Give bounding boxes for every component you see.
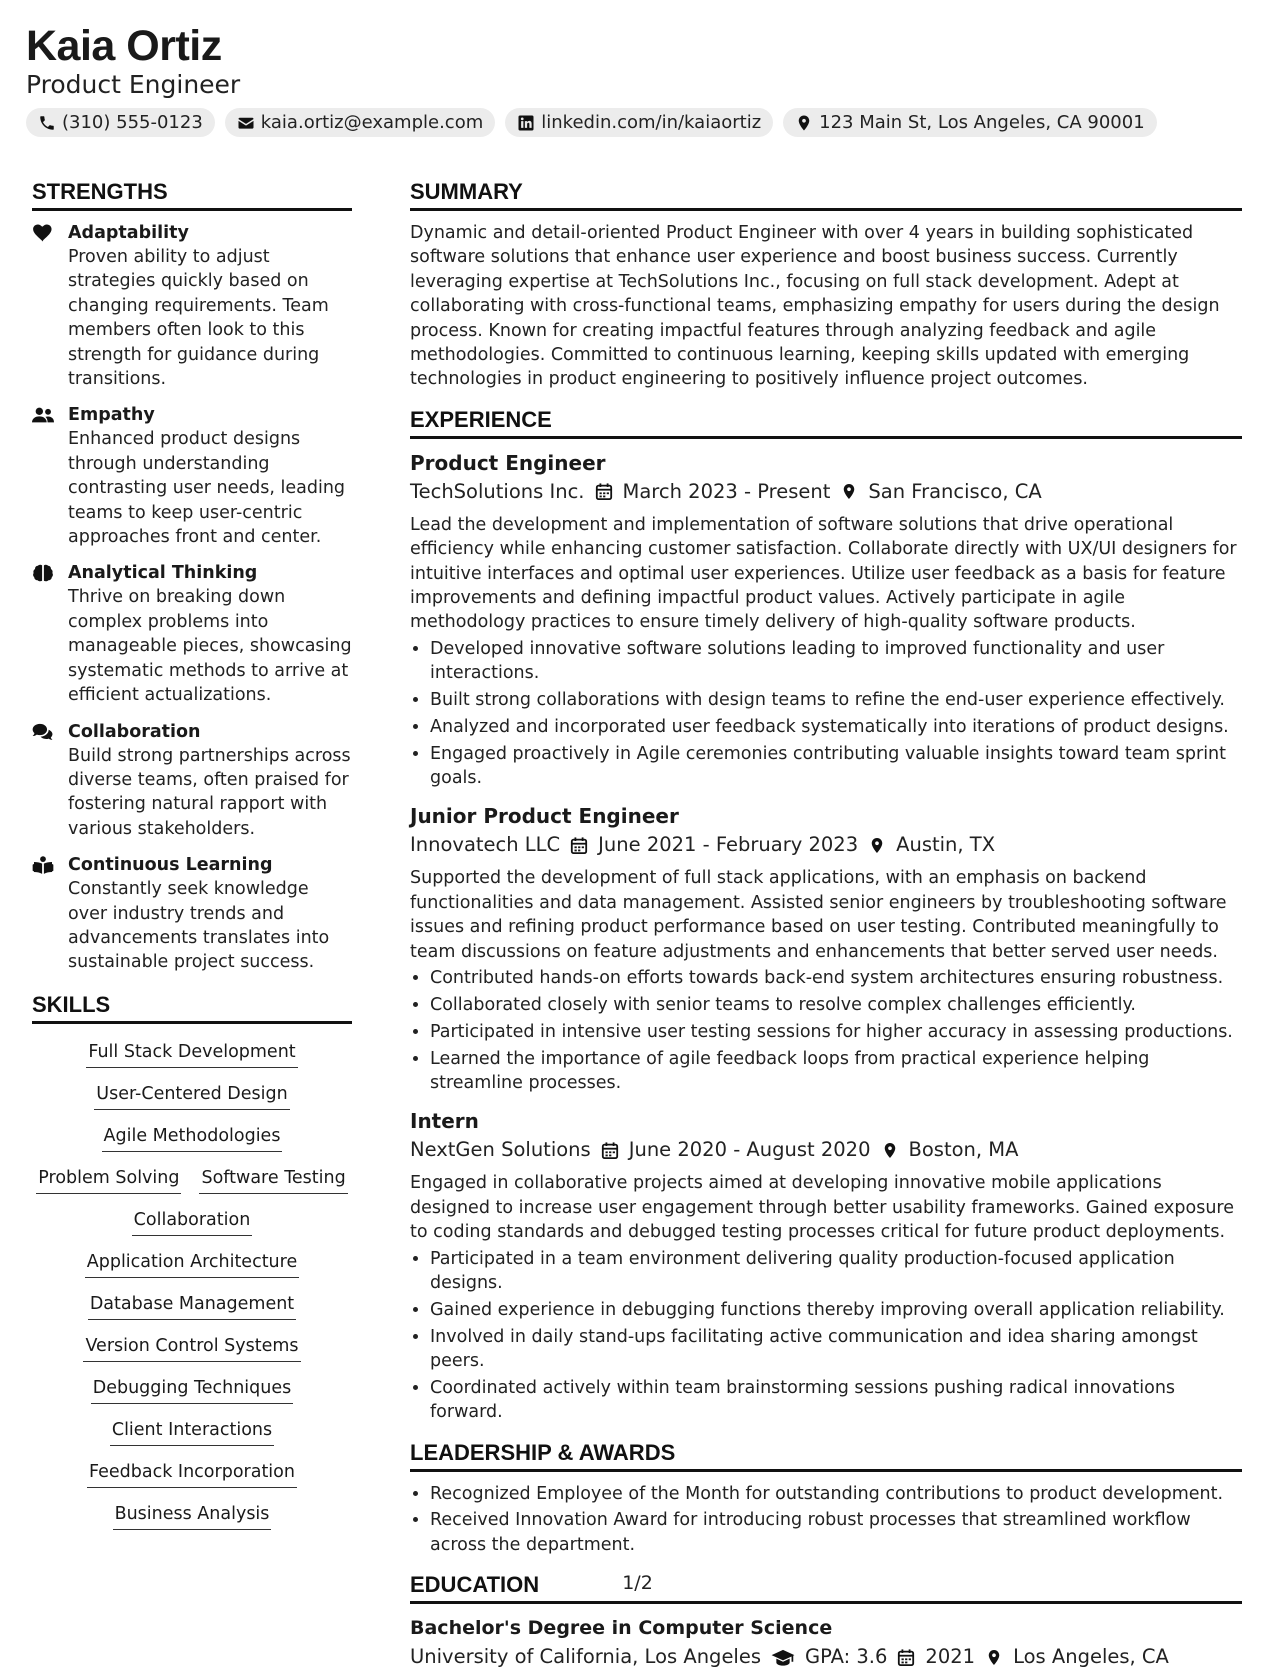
strength-title: Continuous Learning [68, 855, 273, 876]
list-item: • Recognized Employee of the Month for outstanding contributions to product development. [430, 1482, 1242, 1506]
address-text: 123 Main St, Los Angeles, CA 90001 [819, 112, 1145, 133]
leadership-heading: LEADERSHIP & AWARDS [410, 1439, 1242, 1472]
job-bullets [410, 637, 1242, 791]
list-item: • Built strong collaborations with design teams to refine the end-user experience effectively. [430, 688, 1242, 712]
education-heading: EDUCATION [410, 1571, 1242, 1604]
job-description: Engaged in collaborative projects aimed at developing innovative mobile applications designed to increase user engagement through better usability frameworks. Gained exposure to coding standards and debugged testing processes critical for future product deployments. [410, 1173, 1235, 1243]
skill-tag: User-Centered Design [94, 1080, 289, 1110]
summary-text: Dynamic and detail-oriented Product Engineer with over 4 years in building sophisticated software solutions that enhance user experience and boost business success. Currently leveraging expertise at TechSolutions Inc., focusing on full stack development. Adept at collaborating with cross-functional teams, emphasizing empathy for users during the design process. Known for creating impactful features through analyzing feedback and agile methodologies. Committed to continuous learning, keeping skills updated with emerging technologies in product engineering to positively influence project outcomes. [410, 223, 1220, 390]
education-gpa: GPA: 3.6 [805, 1645, 888, 1669]
job-meta [410, 830, 1242, 860]
skill-tag: Debugging Techniques [91, 1374, 294, 1404]
linkedin-icon [517, 114, 535, 132]
list-item: • Learned the importance of agile feedback loops from practical experience helping streamline processes. [430, 1047, 1242, 1096]
strength-desc: Enhanced product designs through understanding contrasting user needs, leading teams to keep user-centric approaches front and center. [68, 429, 346, 548]
job-meta [410, 477, 1242, 507]
job-company: Innovatech LLC [410, 833, 561, 857]
calendar-icon [570, 836, 588, 855]
resume-header [26, 20, 1246, 137]
map-marker-icon [840, 482, 858, 501]
phone-icon [38, 114, 56, 132]
phone-text: (310) 555-0123 [62, 112, 203, 133]
job-entry [410, 1107, 1242, 1424]
list-item: • Contributed hands-on efforts towards back-end system architectures ensuring robustness. [430, 966, 1242, 990]
strength-title: Analytical Thinking [68, 563, 258, 584]
strength-title: Adaptability [68, 223, 189, 243]
skill-tag: Business Analysis [113, 1500, 272, 1530]
linkedin-text: linkedin.com/in/kaiaortiz [541, 112, 762, 133]
strengths-heading: STRENGTHS [32, 178, 352, 211]
job-title: Junior Product Engineer [410, 804, 679, 829]
envelope-icon [237, 114, 255, 132]
job-title: Product Engineer [410, 450, 606, 475]
skills-list [32, 1038, 352, 1530]
job-bullets [410, 1247, 1242, 1425]
strength-item [32, 720, 352, 842]
job-company: TechSolutions Inc. [410, 479, 585, 503]
brain-icon [32, 564, 54, 582]
strength-desc: Thrive on breaking down complex problems into manageable pieces, showcasing systematic methods to arrive at efficient actualizations. [68, 587, 352, 706]
list-item: • Developed innovative software solutions leading to improved functionality and user interactions. [430, 637, 1242, 686]
skill-tag: Software Testing [199, 1164, 347, 1194]
job-entry [410, 449, 1242, 791]
list-item: • Participated in intensive user testing sessions for higher accuracy in assessing productions. [430, 1020, 1242, 1044]
education-school: University of California, Los Angeles [410, 1645, 762, 1669]
right-column [410, 178, 1242, 1678]
strength-item [32, 853, 352, 975]
list-item: • Gained experience in debugging functions thereby improving overall application reliability. [430, 1298, 1242, 1322]
users-icon [32, 406, 54, 424]
job-dates: June 2020 - August 2020 [628, 1138, 871, 1162]
email-text: kaia.ortiz@example.com [260, 112, 484, 133]
list-item: • Coordinated actively within team brainstorming sessions pushing radical innovations forward. [430, 1376, 1242, 1425]
heart-icon [32, 224, 54, 242]
list-item: • Analyzed and incorporated user feedback systematically into iterations of product designs. [430, 715, 1242, 739]
job-dates: March 2023 - Present [622, 479, 831, 503]
candidate-name: Kaia Ortiz [26, 22, 222, 70]
skill-tag: Client Interactions [110, 1416, 274, 1446]
job-description: Lead the development and implementation of software solutions that drive operational efficiency while enhancing customer satisfaction. Collaborate directly with UX/UI designers for intuitive interfaces and optimal user experiences. Utilize user feedback as a basis for feature improvements and defining impactful product values. Actively participate in agile methodology practices to ensure timely delivery of high-quality software products. [410, 514, 1237, 633]
strength-item [32, 221, 352, 391]
skill-tag: Feedback Incorporation [87, 1458, 297, 1488]
leadership-bullets [410, 1482, 1242, 1558]
comments-icon [32, 723, 54, 741]
skill-tag: Problem Solving [36, 1164, 181, 1194]
education-degree: Bachelor's Degree in Computer Science [410, 1617, 833, 1640]
email-chip[interactable] [225, 108, 495, 137]
map-marker-icon [881, 1141, 899, 1160]
education-meta [410, 1642, 1242, 1672]
calendar-icon [595, 482, 613, 501]
strength-item [32, 403, 352, 549]
book-reader-icon [32, 856, 54, 874]
job-location: Austin, TX [896, 833, 996, 857]
skill-tag: Agile Methodologies [102, 1122, 283, 1152]
map-marker-icon [868, 836, 886, 855]
linkedin-chip[interactable] [505, 108, 773, 137]
job-entry [410, 802, 1242, 1095]
job-location: Boston, MA [908, 1138, 1019, 1162]
summary-heading: SUMMARY [410, 178, 1242, 211]
education-year: 2021 [925, 1645, 976, 1669]
address-chip[interactable] [783, 108, 1157, 137]
list-item: • Involved in daily stand-ups facilitating active communication and idea sharing amongst peers. [430, 1325, 1242, 1374]
skill-tag: Full Stack Development [86, 1038, 297, 1068]
strength-desc: Constantly seek knowledge over industry trends and advancements translates into sustainable project success. [68, 879, 330, 973]
job-meta [410, 1135, 1242, 1165]
experience-heading: EXPERIENCE [410, 406, 1242, 439]
job-description: Supported the development of full stack applications, with an emphasis on backend functionalities and data management. Assisted senior engineers by troubleshooting software issues and refining product performance based on user testing. Contributed meaningfully to team discussions on feature adjustments and enhancements that better served user needs. [410, 868, 1227, 962]
job-location: San Francisco, CA [868, 479, 1042, 503]
phone-chip[interactable] [26, 108, 215, 137]
list-item: • Collaborated closely with senior teams to resolve complex challenges efficiently. [430, 993, 1242, 1017]
strength-item [32, 561, 352, 707]
strength-desc: Build strong partnerships across diverse teams, often praised for fostering natural rapport with various stakeholders. [68, 745, 351, 839]
job-dates: June 2021 - February 2023 [598, 833, 859, 857]
calendar-icon [601, 1141, 619, 1160]
list-item: • Engaged proactively in Agile ceremonies contributing valuable insights toward team sprint goals. [430, 742, 1242, 791]
skill-tag: Version Control Systems [83, 1332, 300, 1362]
list-item: • Received Innovation Award for introducing robust processes that streamlined workflow across the department. [430, 1508, 1242, 1557]
job-company: NextGen Solutions [410, 1138, 591, 1162]
skill-tag: Application Architecture [85, 1248, 299, 1278]
education-location: Los Angeles, CA [1013, 1645, 1169, 1669]
job-bullets [410, 966, 1242, 1095]
strength-desc: Proven ability to adjust strategies quickly based on changing requirements. Team members often look to this strength for guidance during transitions. [68, 247, 329, 390]
list-item: • Participated in a team environment delivering quality production-focused application designs. [430, 1247, 1242, 1296]
strength-title: Empathy [68, 405, 155, 426]
map-marker-icon [795, 114, 813, 132]
job-title: Intern [410, 1109, 479, 1134]
skills-heading: SKILLS [32, 991, 352, 1024]
contact-list [26, 108, 1246, 137]
page-number: 1/2 [622, 1572, 653, 1594]
left-column [32, 178, 352, 1530]
skill-tag: Database Management [88, 1290, 296, 1320]
candidate-role: Product Engineer [26, 70, 241, 99]
map-marker-icon [985, 1648, 1003, 1667]
strength-title: Collaboration [68, 721, 201, 742]
skill-tag: Collaboration [132, 1206, 253, 1236]
graduation-cap-icon [771, 1648, 795, 1667]
calendar-icon [897, 1648, 915, 1667]
